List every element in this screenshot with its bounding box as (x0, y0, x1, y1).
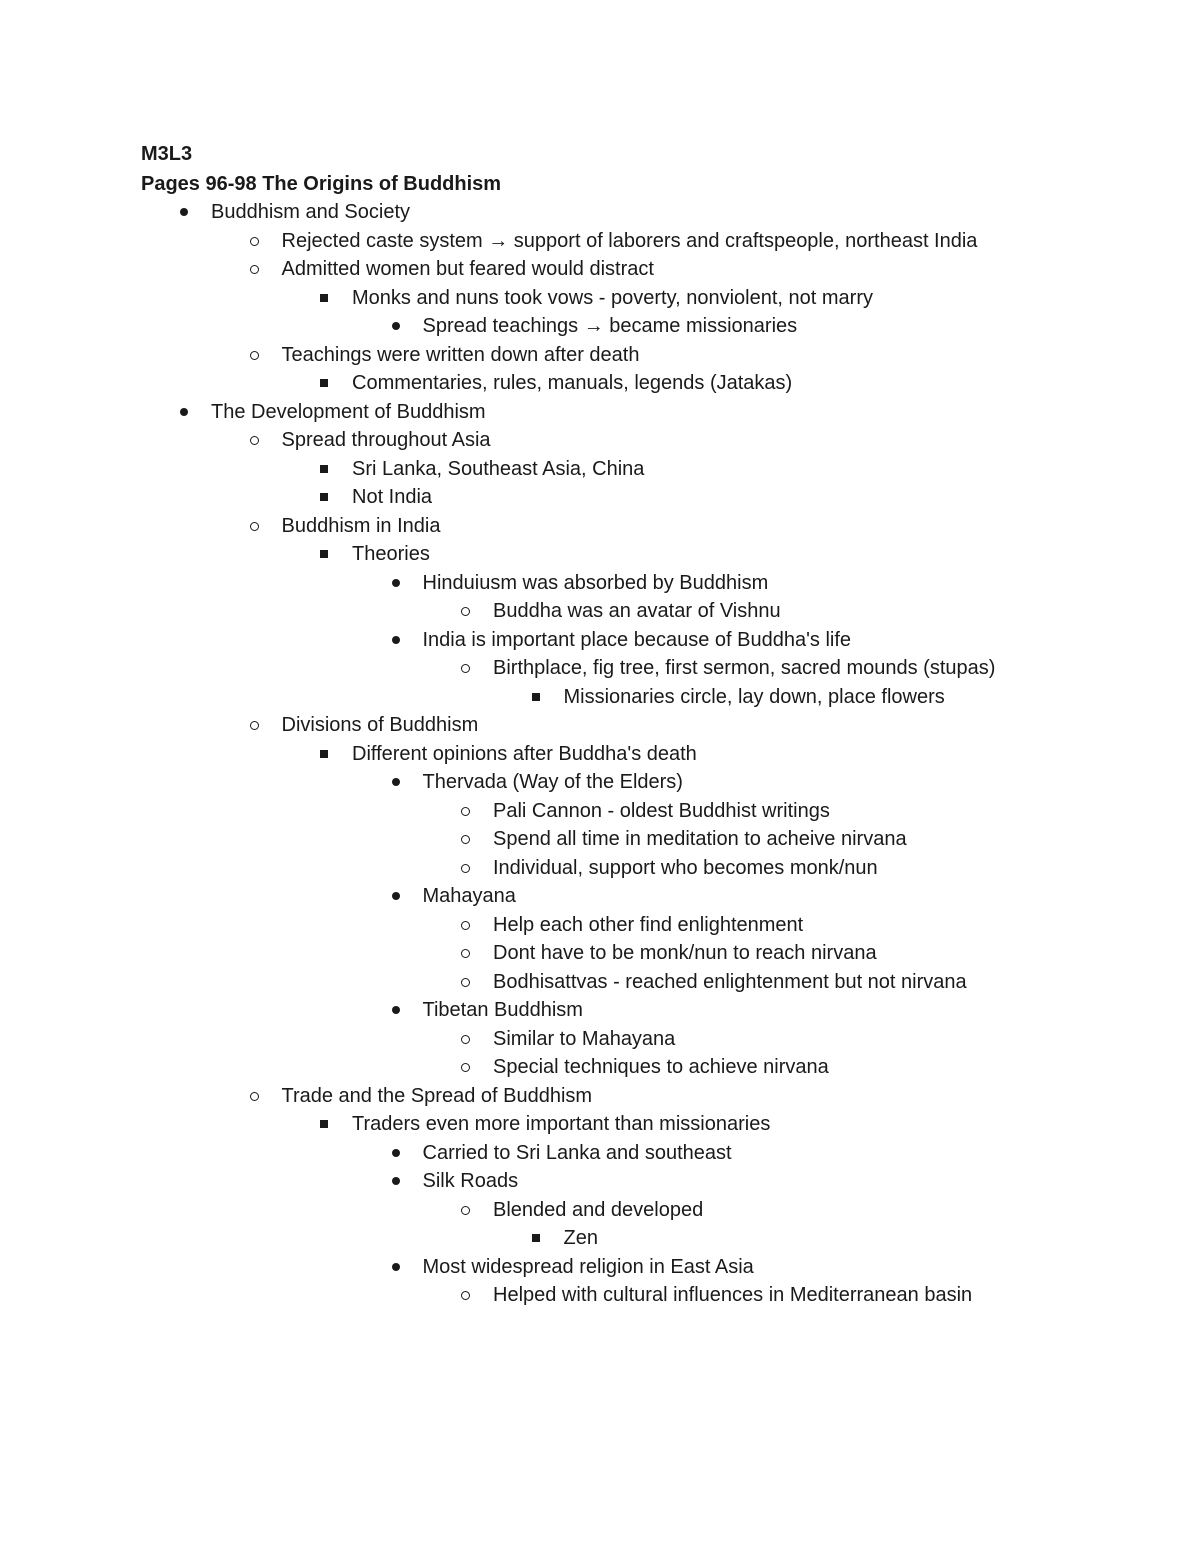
outline-item (0, 341, 1200, 370)
outline-item (0, 1110, 1200, 1139)
outline-item (0, 797, 1200, 826)
outline-item-text: Thervada (Way of the Elders) (422, 771, 683, 793)
outline-item (0, 825, 1200, 854)
outline-item (0, 1224, 1200, 1253)
outline-item (0, 626, 1200, 655)
outline-item-text: Mahayana (422, 885, 516, 907)
outline-item-text: Divisions of Buddhism (281, 714, 479, 736)
outline-item-text: Buddha was an avatar of Vishnu (493, 600, 781, 622)
outline-item-text: Spread throughout Asia (281, 429, 491, 451)
outline-item-text: Missionaries circle, lay down, place flowers (563, 685, 945, 708)
outline-item (0, 1167, 1200, 1196)
outline-item-text: Commentaries, rules, manuals, legends (Jatakas) (352, 372, 793, 394)
outline-item-text: Sri Lanka, Southeast Asia, China (352, 457, 645, 480)
outline-item-text: Pali Cannon - oldest Buddhist writings (493, 799, 830, 822)
outline-item (0, 540, 1200, 569)
outline-item (0, 1025, 1200, 1054)
outline-item (0, 483, 1200, 512)
outline-item-text: Silk Roads (422, 1170, 519, 1192)
outline-item (0, 683, 1200, 712)
outline-item (0, 512, 1200, 541)
outline-item (0, 597, 1200, 626)
outline-item (0, 455, 1200, 484)
outline-item (0, 654, 1200, 683)
outline-item (0, 768, 1200, 797)
outline-item-text: Individual, support who becomes monk/nun (493, 856, 878, 879)
outline-item-text: Help each other find enlightenment (493, 913, 804, 936)
outline-item (0, 426, 1200, 455)
outline-item (0, 312, 1200, 341)
outline-item-text: Not India (352, 486, 433, 508)
outline-item-text: Monks and nuns took vows - poverty, nonviolent, not marry (352, 286, 873, 309)
outline-item-text: Buddhism and Society (211, 201, 411, 223)
outline-item-text: Carried to Sri Lanka and southeast (422, 1141, 732, 1164)
outline-item (0, 911, 1200, 940)
outline-item-text: Trade and the Spread of Buddhism (281, 1084, 593, 1107)
outline-item (0, 711, 1200, 740)
outline-item-text: Spend all time in meditation to acheive nirvana (493, 828, 907, 850)
outline-item (0, 854, 1200, 883)
document-subtitle: Pages 96-98 The Origins of Buddhism (141, 173, 502, 195)
outline-item-text: Special techniques to achieve nirvana (493, 1056, 829, 1078)
outline-item (0, 569, 1200, 598)
outline-item-text: Helped with cultural influences in Mediterranean basin (493, 1284, 973, 1306)
outline-item (0, 1082, 1200, 1111)
outline-item (0, 968, 1200, 997)
outline-item-text: Spread teachings → became missionaries (422, 315, 798, 337)
outline-item-text: Teachings were written down after death (281, 343, 640, 366)
outline-item (0, 996, 1200, 1025)
outline-item (0, 398, 1200, 427)
outline-item-text: Buddhism in India (281, 514, 441, 537)
outline-item (0, 198, 1200, 227)
outline-item-text: Most widespread religion in East Asia (422, 1255, 754, 1278)
outline-item-text: The Development of Buddhism (211, 400, 486, 423)
outline-item (0, 1196, 1200, 1225)
outline-item (0, 939, 1200, 968)
outline-item (0, 255, 1200, 284)
outline-item (0, 1281, 1200, 1310)
outline-item (0, 1053, 1200, 1082)
outline-item-text: Birthplace, fig tree, first sermon, sacred mounds (stupas) (493, 657, 996, 679)
outline-item-text: Theories (352, 543, 430, 565)
outline-item-text: Dont have to be monk/nun to reach nirvana (493, 942, 877, 964)
outline-item-text: Hinduiusm was absorbed by Buddhism (422, 571, 769, 594)
outline-item-text: Bodhisattvas - reached enlightenment but not nirvana (493, 970, 967, 993)
outline-item-text: India is important place because of Buddha's life (422, 628, 852, 651)
outline-item-text: Traders even more important than missionaries (352, 1113, 771, 1135)
outline-item (0, 740, 1200, 769)
outline-item-text: Admitted women but feared would distract (281, 258, 654, 280)
outline-item-text: Rejected caste system → support of laborers and craftspeople, northeast India (281, 229, 978, 252)
document-title: M3L3 (141, 143, 193, 165)
outline-item (0, 1253, 1200, 1282)
outline-item-text: Different opinions after Buddha's death (352, 742, 697, 765)
outline-item (0, 1139, 1200, 1168)
outline-item-text: Zen (563, 1227, 598, 1249)
outline-item (0, 284, 1200, 313)
outline-item-text: Tibetan Buddhism (422, 999, 583, 1021)
outline-item (0, 227, 1200, 256)
outline-item-text: Blended and developed (493, 1198, 704, 1221)
bullet-outline (0, 198, 1200, 1310)
outline-item (0, 882, 1200, 911)
outline-item (0, 369, 1200, 398)
outline-item-text: Similar to Mahayana (493, 1027, 676, 1050)
